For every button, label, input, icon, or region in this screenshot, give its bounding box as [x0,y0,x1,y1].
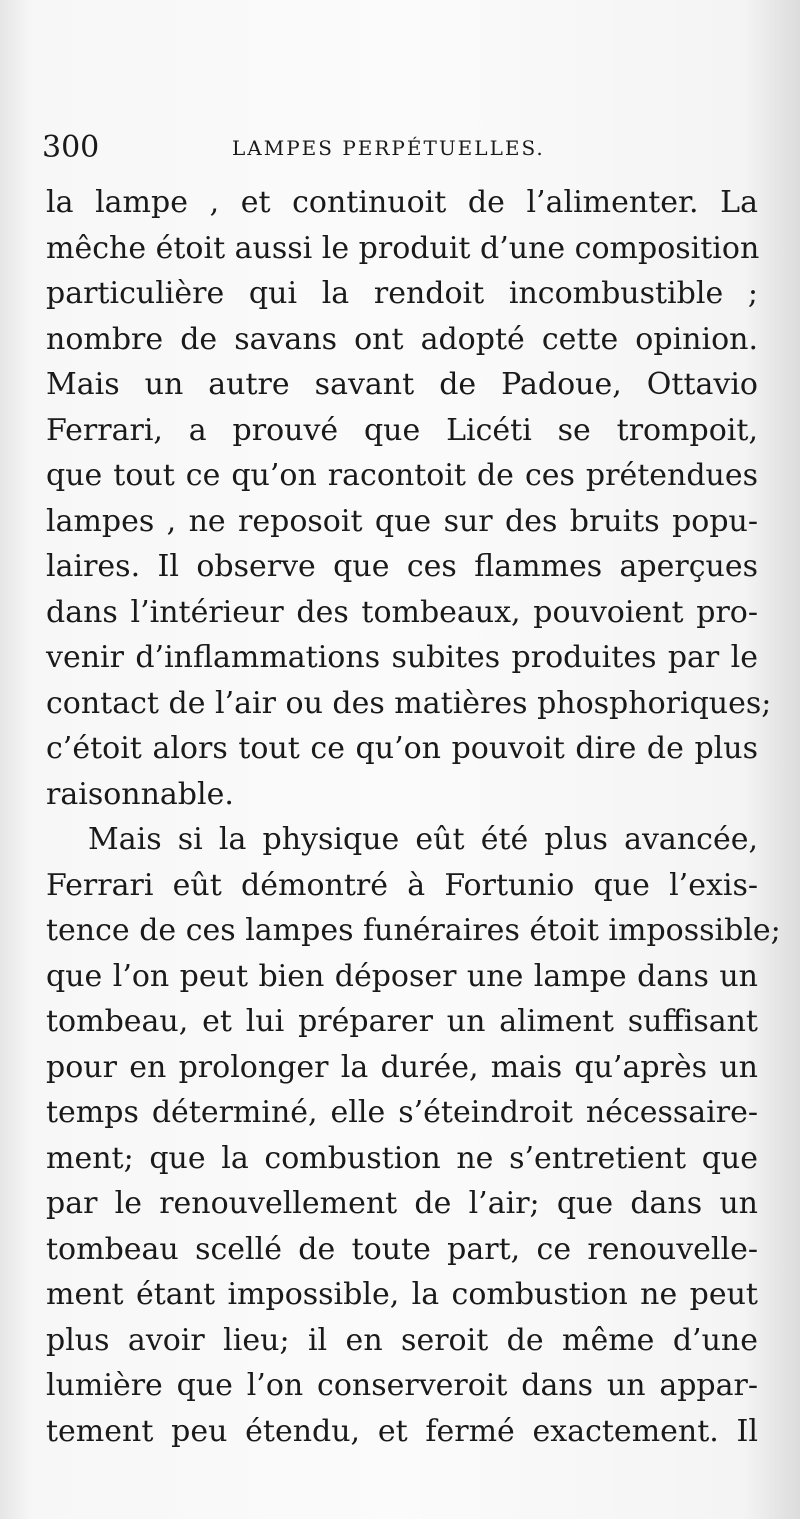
text-line: par le renouvellement de l’air; que dans un [46,1186,758,1221]
text-line: ment étant impossible, la combustion ne peut [46,1277,758,1312]
text-line: mêche étoit aussi le produit d’une composition [46,230,760,266]
text-line: tence de ces lampes funéraires étoit impossible; [46,913,781,948]
text-line: ment; que la combustion ne s’entretient que [46,1140,758,1176]
text-line: particulière qui la rendoit incombustible ; [46,276,758,311]
text-line: la lampe , et continuoit de l’alimenter. La [46,185,758,220]
text-line: lampes , ne reposoit que sur des bruits popu- [46,503,758,539]
body-text [46,180,781,1454]
text-line: que tout ce qu’on racontoit de ces prétendues [46,458,758,493]
page-header [42,128,742,168]
running-title: LAMPES PERPÉTUELLES. [232,136,545,160]
text-line: dans l’intérieur des tombeaux, pouvoient pro- [46,594,758,630]
text-line: contact de l’air ou des matières phosphoriques; [46,685,772,721]
text-line: plus avoir lieu; il en seroit de même d’une [46,1322,758,1358]
text-line: c’étoit alors tout ce qu’on pouvoit dire de plus [46,731,758,766]
text-line: Ferrari, a prouvé que Licéti se trompoit, [46,412,758,448]
text-line: pour en prolonger la durée, mais qu’après un [46,1049,758,1085]
text-line: nombre de savans ont adopté cette opinion. [46,321,758,357]
text-line: laires. Il observe que ces flammes aperçues [46,549,758,584]
page-number: 300 [42,130,100,165]
text-line: lumière que l’on conserveroit dans un appar- [46,1368,758,1403]
text-line: tombeau scellé de toute part, ce renouvelle- [46,1231,758,1267]
text-line: Mais un autre savant de Padoue, Ottavio [46,367,758,402]
text-line: temps déterminé, elle s’éteindroit nécessaire- [46,1095,758,1130]
paragraph-first-line: Mais si la physique eût été plus avancée, [88,822,758,857]
text-line: raisonnable. [46,776,234,812]
text-line: venir d’inflammations subites produites par le [46,640,758,675]
text-line: Ferrari eût démontré à Fortunio que l’exis- [46,867,758,903]
text-line: tement peu étendu, et fermé exactement. Il [46,1413,758,1449]
text-line: que l’on peut bien déposer une lampe dans un [46,958,758,994]
text-line: tombeau, et lui préparer un aliment suffisant [46,1004,758,1039]
